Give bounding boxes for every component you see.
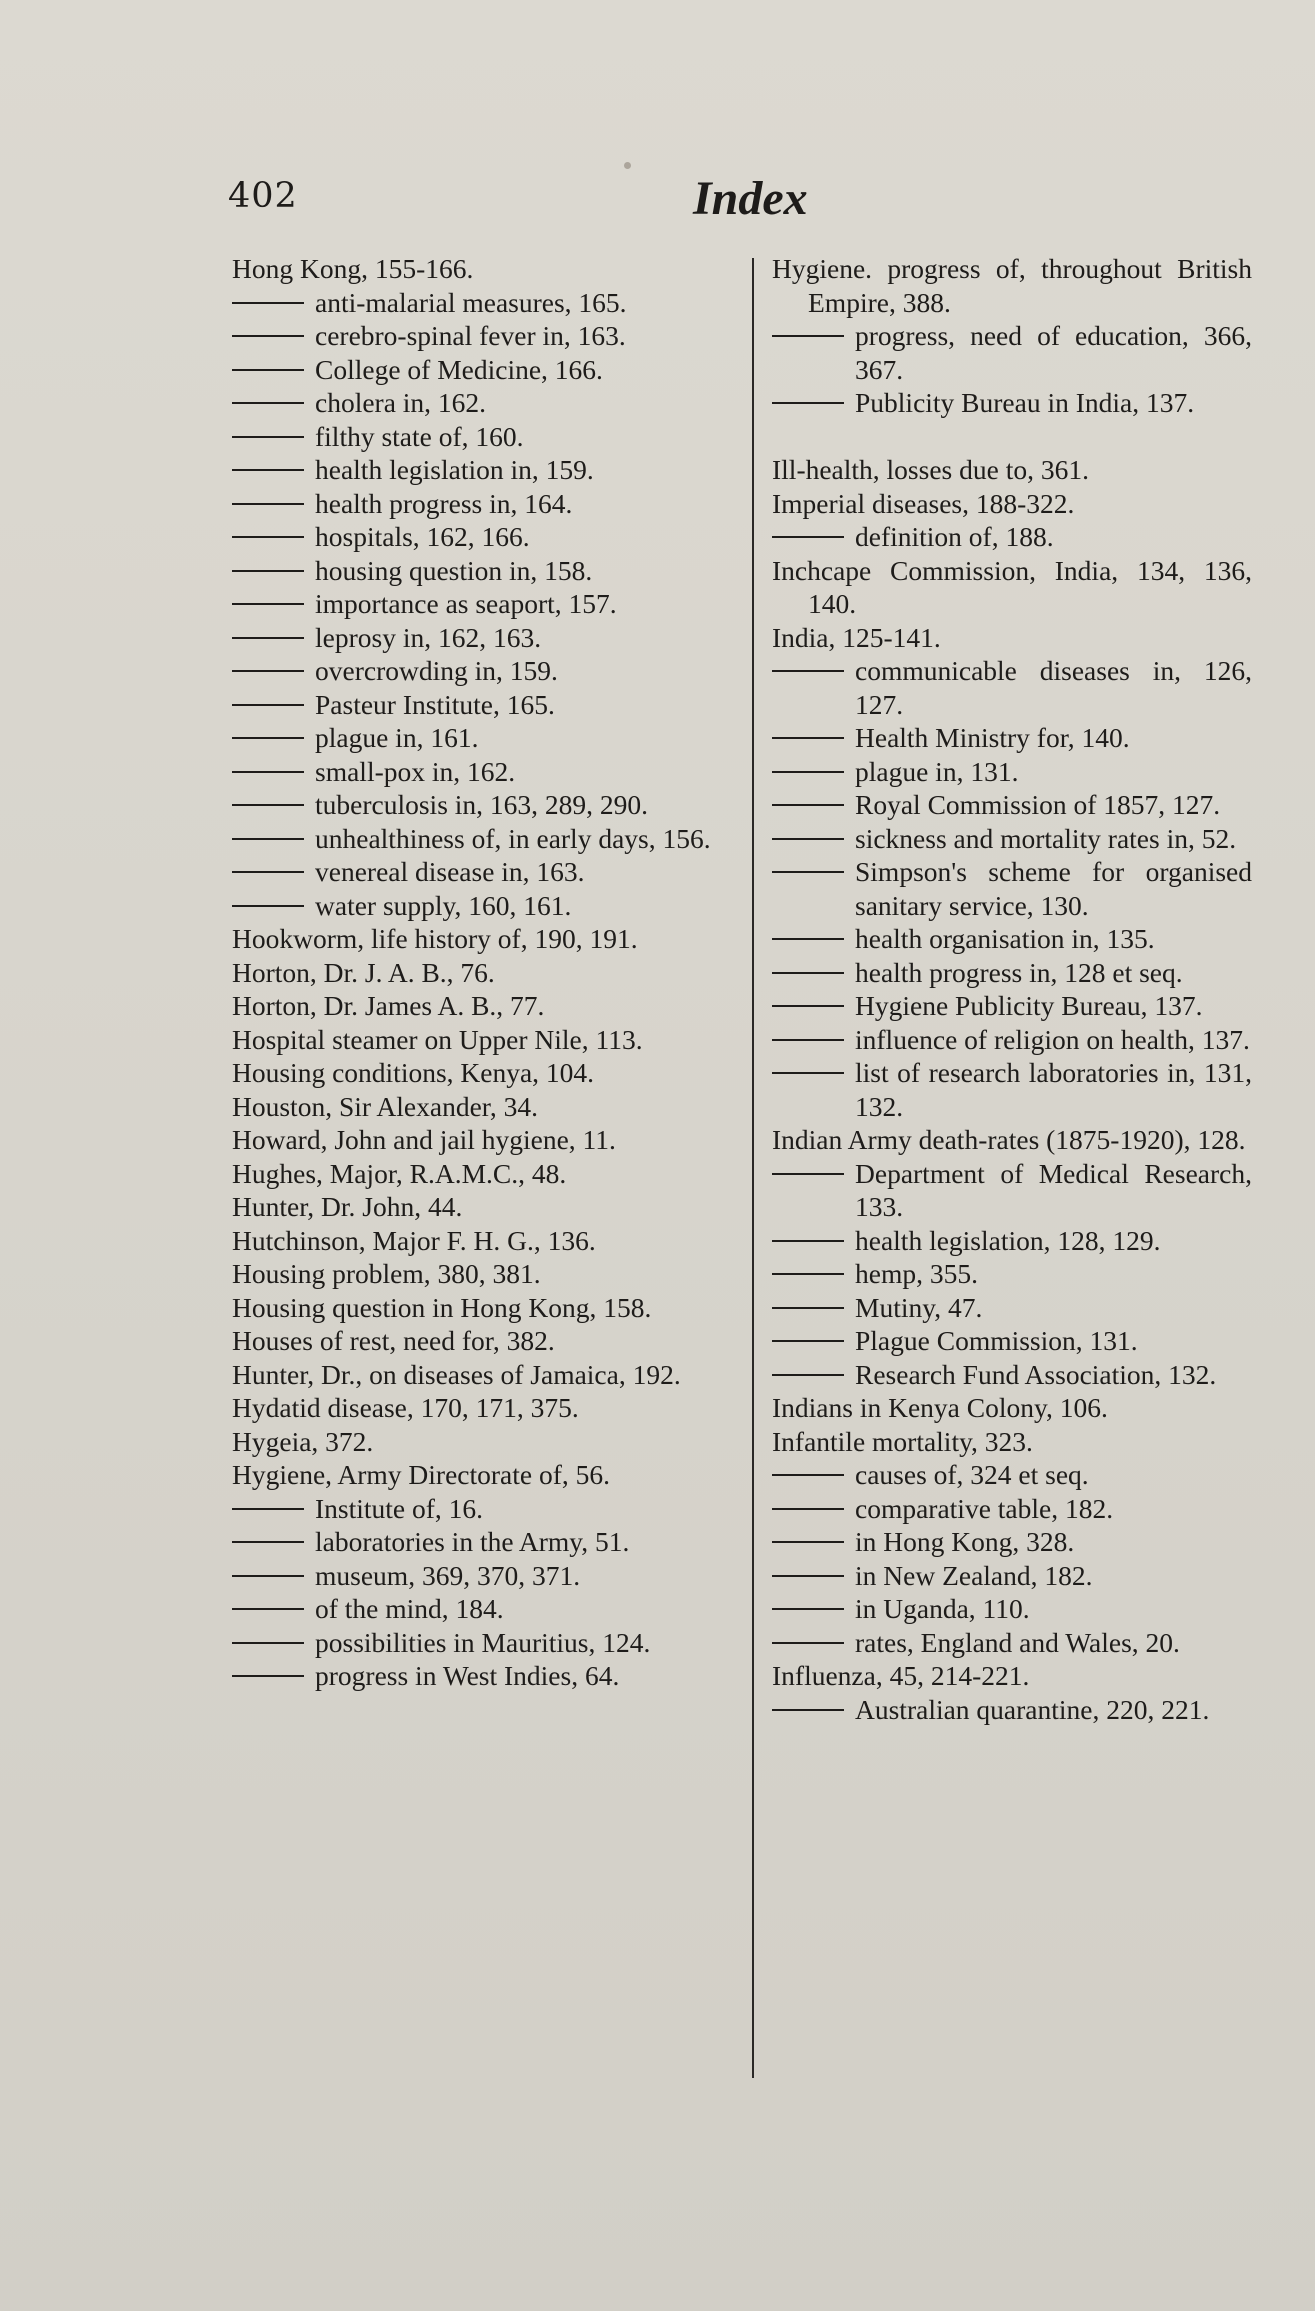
index-entry	[232, 1224, 720, 1258]
entry-text: Hunter, Dr. John, 44.	[232, 1191, 463, 1222]
entry-text: plague in, 161.	[315, 722, 479, 753]
index-subentry	[772, 386, 1252, 420]
repeat-dash	[772, 536, 844, 538]
index-subentry	[772, 520, 1252, 554]
index-subentry	[772, 654, 1252, 721]
entry-text: list of research laboratories in, 131, 132.	[855, 1057, 1252, 1122]
index-subentry	[232, 788, 720, 822]
index-subentry	[772, 855, 1252, 922]
entry-text: progress in West Indies, 64.	[315, 1660, 620, 1691]
index-subentry	[772, 721, 1252, 755]
entry-text: Hutchinson, Major F. H. G., 136.	[232, 1224, 596, 1256]
repeat-dash	[232, 637, 304, 639]
index-subentry	[232, 654, 720, 688]
repeat-dash	[232, 1642, 304, 1644]
index-subentry	[232, 855, 720, 889]
entry-text: importance as seaport, 157.	[315, 588, 617, 619]
entry-text: cerebro-spinal fever in, 163.	[315, 320, 626, 351]
entry-text: Horton, Dr. James A. B., 77.	[232, 990, 545, 1021]
entry-text: Horton, Dr. J. A. B., 76.	[232, 956, 495, 988]
repeat-dash	[772, 1307, 844, 1309]
entry-text: Houston, Sir Alexander, 34.	[232, 1090, 538, 1122]
entry-text: rates, England and Wales, 20.	[855, 1626, 1180, 1658]
entry-text: Howard, John and jail hygiene, 11.	[232, 1124, 616, 1155]
index-entry	[772, 1659, 1252, 1693]
index-subentry	[772, 1157, 1252, 1224]
repeat-dash	[232, 704, 304, 706]
index-subentry	[772, 1056, 1252, 1123]
repeat-dash	[772, 771, 844, 773]
index-entry	[232, 1391, 720, 1425]
entry-text: health progress in, 128 et seq.	[855, 956, 1183, 988]
index-subentry	[232, 453, 720, 487]
index-entry	[772, 487, 1252, 521]
index-entry	[772, 1391, 1252, 1425]
repeat-dash	[232, 369, 304, 371]
entry-text: Hospital steamer on Upper Nile, 113.	[232, 1023, 643, 1055]
repeat-dash	[772, 838, 844, 840]
index-subentry	[232, 688, 720, 722]
repeat-dash	[772, 1709, 844, 1711]
repeat-dash	[232, 469, 304, 471]
index-subentry	[772, 822, 1252, 856]
index-subentry	[232, 621, 720, 655]
index-subentry	[772, 1626, 1252, 1660]
index-subentry	[232, 822, 720, 856]
repeat-dash	[772, 1474, 844, 1476]
repeat-dash	[772, 670, 844, 672]
running-title: Index	[693, 172, 808, 225]
repeat-dash	[232, 1675, 304, 1677]
repeat-dash	[772, 335, 844, 337]
entry-text: in Hong Kong, 328.	[855, 1526, 1075, 1557]
index-entry	[772, 1123, 1252, 1157]
paper-speck	[624, 162, 631, 169]
repeat-dash	[232, 804, 304, 806]
entry-text: health legislation in, 159.	[315, 454, 594, 485]
index-subentry	[232, 319, 720, 353]
index-entry	[232, 922, 720, 956]
entry-text: Houses of rest, need for, 382.	[232, 1325, 555, 1356]
index-subentry	[232, 1492, 720, 1526]
index-subentry	[772, 1458, 1252, 1492]
entry-text: venereal disease in, 163.	[315, 856, 585, 887]
repeat-dash	[772, 871, 844, 873]
entry-text: cholera in, 162.	[315, 387, 487, 418]
entry-text: filthy state of, 160.	[315, 420, 524, 452]
entry-text: Publicity Bureau in India, 137.	[855, 387, 1195, 418]
index-entry	[232, 1190, 720, 1224]
page-number: 402	[228, 176, 298, 216]
entry-text: housing question in, 158.	[315, 554, 593, 586]
index-subentry	[232, 420, 720, 454]
index-entry	[232, 1358, 720, 1392]
entry-text: water supply, 160, 161.	[315, 889, 572, 921]
repeat-dash	[772, 402, 844, 404]
index-subentry	[772, 755, 1252, 789]
index-entry	[232, 1257, 720, 1291]
entry-text: Simpson's scheme for organised sanitary service, 130.	[855, 856, 1252, 921]
entry-text: sickness and mortality rates in, 52.	[855, 822, 1237, 854]
index-column-right	[772, 252, 1252, 1726]
index-subentry	[772, 1525, 1252, 1559]
repeat-dash	[772, 1240, 844, 1242]
entry-text: Hookworm, life history of, 190, 191.	[232, 923, 638, 954]
repeat-dash	[232, 771, 304, 773]
entry-text: museum, 369, 370, 371.	[315, 1559, 581, 1591]
entry-text: unhealthiness of, in early days, 156.	[315, 822, 711, 854]
entry-text: overcrowding in, 159.	[315, 655, 558, 686]
entry-text: possibilities in Mauritius, 124.	[315, 1626, 651, 1658]
entry-text: small-pox in, 162.	[315, 755, 516, 787]
column-divider	[752, 258, 754, 2078]
repeat-dash	[772, 972, 844, 974]
entry-text: communicable diseases in, 126, 127.	[855, 655, 1252, 720]
entry-text: in New Zealand, 182.	[855, 1559, 1093, 1591]
repeat-dash	[772, 1374, 844, 1376]
entry-text: Research Fund Association, 132.	[855, 1358, 1217, 1390]
entry-text: definition of, 188.	[855, 521, 1054, 552]
index-entry	[232, 1056, 720, 1090]
repeat-dash	[772, 1541, 844, 1543]
index-subentry	[772, 1492, 1252, 1526]
index-subentry	[232, 1559, 720, 1593]
entry-text: Indian Army death-rates (1875-1920), 128.	[772, 1124, 1246, 1155]
index-subentry	[772, 1023, 1252, 1057]
entry-text: Hygeia, 372.	[232, 1425, 374, 1457]
index-subentry	[232, 1525, 720, 1559]
entry-text: comparative table, 182.	[855, 1492, 1114, 1524]
entry-text: influence of religion on health, 137.	[855, 1023, 1250, 1055]
repeat-dash	[232, 670, 304, 672]
repeat-dash	[772, 938, 844, 940]
repeat-dash	[232, 905, 304, 907]
entry-text: Hunter, Dr., on diseases of Jamaica, 192.	[232, 1358, 681, 1390]
repeat-dash	[232, 402, 304, 404]
repeat-dash	[232, 1608, 304, 1610]
repeat-dash	[232, 536, 304, 538]
index-subentry	[772, 1224, 1252, 1258]
entry-text: tuberculosis in, 163, 289, 290.	[315, 789, 649, 820]
entry-text: College of Medicine, 166.	[315, 353, 603, 385]
index-subentry	[772, 1291, 1252, 1325]
entry-text: health legislation, 128, 129.	[855, 1224, 1161, 1256]
entry-text: Australian quarantine, 220, 221.	[855, 1693, 1210, 1725]
repeat-dash	[232, 1508, 304, 1510]
entry-text: Pasteur Institute, 165.	[315, 688, 555, 720]
entry-text: Ill-health, losses due to, 361.	[772, 454, 1089, 485]
entry-text: hemp, 355.	[855, 1258, 978, 1289]
entry-text: Hygiene, Army Directorate of, 56.	[232, 1459, 611, 1490]
index-entry	[232, 989, 720, 1023]
entry-text: Plague Commission, 131.	[855, 1325, 1138, 1356]
entry-spacer	[772, 420, 1252, 454]
entry-text: Housing conditions, Kenya, 104.	[232, 1057, 595, 1088]
index-subentry	[232, 286, 720, 320]
repeat-dash	[232, 570, 304, 572]
entry-text: in Uganda, 110.	[855, 1593, 1030, 1624]
index-entry	[772, 554, 1252, 621]
index-subentry	[772, 319, 1252, 386]
repeat-dash	[772, 1340, 844, 1342]
repeat-dash	[232, 1575, 304, 1577]
entry-text: India, 125-141.	[772, 621, 941, 653]
entry-text: Hydatid disease, 170, 171, 375.	[232, 1392, 579, 1423]
entry-text: hospitals, 162, 166.	[315, 521, 530, 552]
repeat-dash	[232, 503, 304, 505]
entry-text: Royal Commission of 1857, 127.	[855, 789, 1221, 820]
entry-text: Imperial diseases, 188-322.	[772, 487, 1075, 519]
index-subentry	[772, 1559, 1252, 1593]
entry-text: Mutiny, 47.	[855, 1291, 983, 1323]
entry-text: Inchcape Commission, India, 134, 136, 140.	[772, 554, 1252, 619]
index-entry	[772, 252, 1252, 319]
repeat-dash	[772, 1608, 844, 1610]
index-subentry	[772, 1324, 1252, 1358]
index-entry	[232, 956, 720, 990]
index-subentry	[232, 1659, 720, 1693]
index-subentry	[232, 1626, 720, 1660]
repeat-dash	[772, 1005, 844, 1007]
repeat-dash	[232, 838, 304, 840]
index-entry	[232, 1324, 720, 1358]
entry-text: plague in, 131.	[855, 755, 1019, 787]
entry-text: Infantile mortality, 323.	[772, 1425, 1033, 1457]
index-subentry	[232, 587, 720, 621]
repeat-dash	[772, 1039, 844, 1041]
index-subentry	[772, 989, 1252, 1023]
repeat-dash	[232, 737, 304, 739]
entry-text: Hughes, Major, R.A.M.C., 48.	[232, 1157, 567, 1189]
index-entry	[232, 1425, 720, 1459]
index-entry	[232, 252, 720, 286]
entry-text: health progress in, 164.	[315, 487, 573, 519]
index-entry	[232, 1090, 720, 1124]
index-subentry	[232, 520, 720, 554]
index-subentry	[232, 353, 720, 387]
entry-text: Health Ministry for, 140.	[855, 722, 1130, 753]
repeat-dash	[232, 436, 304, 438]
entry-text: Hong Kong, 155-166.	[232, 253, 474, 284]
entry-text: Hygiene. progress of, throughout British Empire, 388.	[772, 253, 1252, 318]
entry-text: causes of, 324 et seq.	[855, 1459, 1089, 1490]
index-subentry	[772, 922, 1252, 956]
repeat-dash	[772, 804, 844, 806]
index-entry	[772, 621, 1252, 655]
repeat-dash	[772, 737, 844, 739]
entry-text: Influenza, 45, 214-221.	[772, 1660, 1030, 1691]
index-subentry	[772, 788, 1252, 822]
entry-text: Housing problem, 380, 381.	[232, 1258, 541, 1289]
entry-text: Hygiene Publicity Bureau, 137.	[855, 990, 1203, 1021]
entry-text: health organisation in, 135.	[855, 923, 1155, 954]
index-subentry	[232, 554, 720, 588]
repeat-dash	[772, 1508, 844, 1510]
index-subentry	[232, 721, 720, 755]
index-entry	[232, 1023, 720, 1057]
index-subentry	[232, 386, 720, 420]
index-subentry	[232, 755, 720, 789]
index-subentry	[772, 1693, 1252, 1727]
entry-text: Housing question in Hong Kong, 158.	[232, 1291, 652, 1323]
repeat-dash	[772, 1575, 844, 1577]
entry-text: leprosy in, 162, 163.	[315, 621, 542, 653]
index-subentry	[232, 487, 720, 521]
index-column-left	[232, 252, 720, 1693]
entry-text: Indians in Kenya Colony, 106.	[772, 1392, 1108, 1423]
index-entry	[772, 1425, 1252, 1459]
index-entry	[232, 1157, 720, 1191]
index-subentry	[232, 889, 720, 923]
index-subentry	[772, 956, 1252, 990]
index-subentry	[772, 1257, 1252, 1291]
repeat-dash	[232, 335, 304, 337]
repeat-dash	[772, 1273, 844, 1275]
repeat-dash	[772, 1072, 844, 1074]
index-subentry	[232, 1592, 720, 1626]
index-subentry	[772, 1358, 1252, 1392]
entry-text: progress, need of education, 366, 367.	[855, 320, 1252, 385]
repeat-dash	[772, 1173, 844, 1175]
repeat-dash	[772, 1642, 844, 1644]
index-entry	[232, 1458, 720, 1492]
repeat-dash	[232, 1541, 304, 1543]
index-entry	[772, 453, 1252, 487]
repeat-dash	[232, 302, 304, 304]
index-entry	[232, 1123, 720, 1157]
entry-text: Institute of, 16.	[315, 1492, 484, 1524]
index-entry	[232, 1291, 720, 1325]
entry-text: laboratories in the Army, 51.	[315, 1526, 630, 1557]
entry-text: of the mind, 184.	[315, 1593, 504, 1624]
entry-text: anti-malarial measures, 165.	[315, 286, 627, 318]
index-subentry	[772, 1592, 1252, 1626]
repeat-dash	[232, 871, 304, 873]
repeat-dash	[232, 603, 304, 605]
entry-text: Department of Medical Research, 133.	[855, 1157, 1252, 1222]
